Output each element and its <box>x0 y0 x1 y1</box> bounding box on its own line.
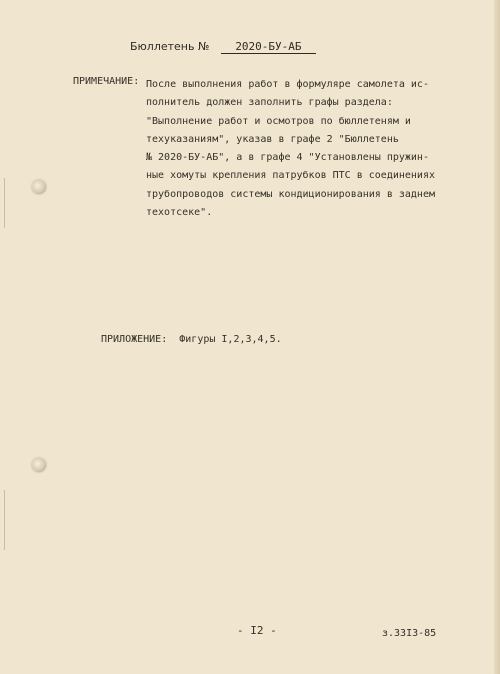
note-line: После выполнения работ в формуляре самолета ис- <box>146 79 429 90</box>
page-number: - I2 - <box>237 624 277 637</box>
note-line: ные хомуты крепления патрубков ПТС в соединениях <box>146 170 435 182</box>
attachment-line <box>101 334 282 345</box>
note-line: техуказаниям", указав в графе 2 "Бюллетень <box>146 133 399 145</box>
attachment-text: Фигуры I,2,3,4,5. <box>179 334 282 345</box>
bulletin-number: 2020-БУ-АБ <box>221 41 316 54</box>
punch-hole-icon <box>32 458 46 472</box>
paper-edge <box>494 0 500 674</box>
punch-hole-icon <box>32 180 46 194</box>
bulletin-label: Бюллетень № <box>130 40 210 53</box>
note-line: "Выполнение работ и осмотров по бюллетеням и <box>146 115 411 127</box>
attachment-label: ПРИЛОЖЕНИЕ: <box>101 334 168 345</box>
note-label: ПРИМЕЧАНИЕ: <box>73 76 140 87</box>
note-body <box>146 76 446 222</box>
note-line: техотсеке". <box>146 207 213 219</box>
note-line: трубопроводов системы кондиционирования в заднем <box>146 188 435 200</box>
order-code: з.33I3-85 <box>382 628 437 639</box>
note-line: № 2020-БУ-АБ", а в графе 4 "Установлены пружин- <box>146 152 429 164</box>
binding-stitch <box>4 490 8 550</box>
note-line: полнитель должен заполнить графы раздела: <box>146 97 393 109</box>
bulletin-header <box>130 40 316 54</box>
binding-stitch <box>4 178 8 228</box>
